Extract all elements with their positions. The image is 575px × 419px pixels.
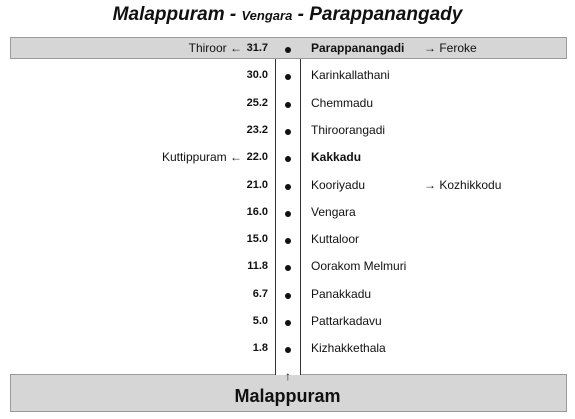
- stop-distance: 31.7: [246, 42, 268, 54]
- stop-name: Karinkallathani: [311, 68, 390, 83]
- stop-name: Pattarkadavu: [311, 314, 382, 328]
- stop-row: [0, 177, 575, 197]
- stop-row: [0, 67, 575, 87]
- title-separator-2: -: [292, 4, 310, 25]
- stop-row: [0, 149, 575, 169]
- stop-dot-icon: [285, 129, 291, 135]
- right-arrow-icon: →: [424, 41, 436, 55]
- stop-row: [0, 258, 575, 278]
- stop-distance: 15.0: [246, 233, 268, 246]
- branch-left-label: [189, 41, 242, 55]
- right-arrow-icon: →: [424, 177, 436, 192]
- stop-distance: 1.8: [252, 342, 268, 355]
- stop-name: Chemmadu: [311, 95, 374, 110]
- stop-distance: 11.8: [247, 260, 268, 273]
- stop-name: Oorakom Melmuri: [311, 259, 407, 274]
- stop-row: [0, 286, 575, 306]
- stop-distance: 25.2: [246, 96, 268, 109]
- branch-right-label: [424, 178, 501, 192]
- branch-left-name: Thiroor: [188, 41, 227, 55]
- stop-dot-icon: [285, 347, 291, 353]
- branch-right-name: Feroke: [439, 41, 477, 55]
- stop-distance: 16.0: [246, 205, 268, 218]
- stop-row: [0, 313, 575, 333]
- branch-right-label: [424, 41, 477, 55]
- stop-distance: 5.0: [252, 315, 268, 327]
- stop-name: Kuttaloor: [311, 232, 360, 247]
- stop-name: Thiroorangadi: [311, 122, 386, 137]
- left-arrow-icon: ←: [230, 150, 242, 165]
- stop-name: Kakkadu: [311, 150, 362, 165]
- stop-distance: 30.0: [246, 69, 268, 82]
- stop-distance: 21.0: [246, 178, 268, 191]
- stop-dot-icon: [285, 184, 291, 190]
- stop-distance: 23.2: [246, 123, 268, 136]
- stop-row: [0, 95, 575, 115]
- stop-distance: 22.0: [246, 151, 268, 164]
- terminus-label: Malappuram: [234, 386, 341, 406]
- stop-row: [0, 40, 575, 60]
- diagram-title: [0, 4, 575, 26]
- stop-row: [0, 204, 575, 224]
- title-origin: Malappuram: [112, 4, 225, 25]
- stop-name: Vengara: [311, 204, 356, 219]
- up-arrow-icon: ↑: [285, 369, 291, 383]
- stop-name: Panakkadu: [311, 286, 372, 301]
- stop-dot-icon: [285, 211, 291, 217]
- stop-dot-icon: [285, 265, 291, 271]
- stop-dot-icon: [285, 238, 291, 244]
- stop-row: [0, 122, 575, 142]
- stop-dot-icon: [285, 47, 291, 53]
- stop-name: Kizhakkethala: [311, 341, 386, 356]
- stop-dot-icon: [285, 102, 291, 108]
- stop-name: Parappanangadi: [311, 41, 405, 55]
- stop-dot-icon: [285, 74, 291, 80]
- branch-left-label: [162, 150, 242, 164]
- stop-row: [0, 231, 575, 251]
- stop-distance: 6.7: [252, 287, 268, 300]
- stop-dot-icon: [285, 156, 291, 162]
- stop-dot-icon: [285, 320, 291, 326]
- title-destination: Parappanangady: [309, 4, 463, 25]
- stop-row: [0, 340, 575, 360]
- branch-left-name: Kuttippuram: [161, 150, 227, 165]
- stop-name: Kooriyadu: [311, 177, 366, 192]
- stop-dot-icon: [285, 293, 291, 299]
- title-separator-1: -: [224, 4, 242, 25]
- left-arrow-icon: ←: [230, 41, 242, 55]
- branch-right-name: Kozhikkodu: [439, 177, 502, 192]
- title-via: Vengara: [241, 8, 293, 23]
